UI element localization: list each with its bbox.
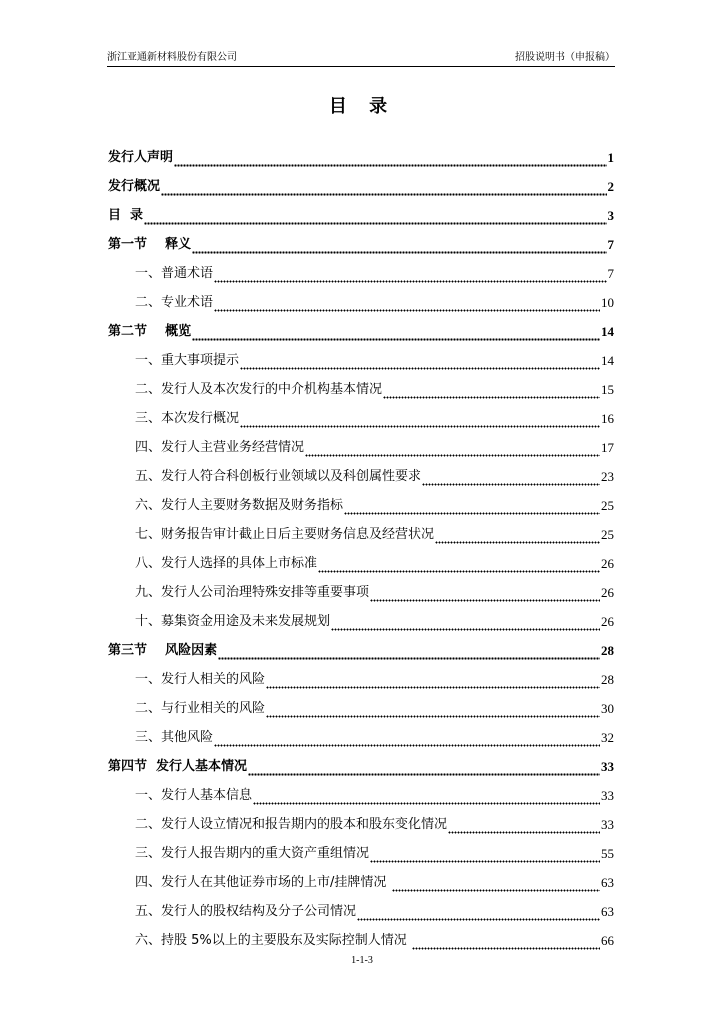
toc-subsection-entry[interactable] bbox=[108, 662, 614, 691]
toc-dot-leader bbox=[435, 526, 600, 544]
toc-subsection-entry[interactable] bbox=[108, 923, 614, 952]
toc-subsection-entry[interactable] bbox=[108, 778, 614, 807]
toc-dot-leader bbox=[305, 439, 600, 457]
toc-subsection-entry[interactable] bbox=[108, 546, 614, 575]
toc-entry-label: 三、本次发行概况 bbox=[135, 411, 240, 426]
toc-subsection-entry[interactable] bbox=[108, 256, 614, 285]
toc-dot-leader bbox=[383, 381, 600, 399]
toc-dot-leader bbox=[161, 178, 606, 196]
toc-subsection-entry[interactable] bbox=[108, 285, 614, 314]
toc-entry-page-number: 23 bbox=[601, 469, 614, 484]
toc-entry-label: 十、募集资金用途及未来发展规划 bbox=[135, 614, 331, 629]
toc-entry-page-number: 14 bbox=[601, 353, 614, 368]
toc-entry-label: 一、发行人相关的风险 bbox=[135, 672, 266, 687]
toc-entry-label: 三、发行人报告期内的重大资产重组情况 bbox=[135, 846, 370, 861]
page-title: 目 录 bbox=[328, 96, 396, 117]
toc-subsection-entry[interactable] bbox=[108, 865, 614, 894]
toc-section-entry[interactable] bbox=[108, 314, 614, 343]
toc-dot-leader bbox=[192, 323, 600, 341]
toc-section-entry[interactable] bbox=[108, 140, 614, 169]
toc-dot-leader bbox=[248, 758, 600, 776]
toc-subsection-entry[interactable] bbox=[108, 575, 614, 604]
toc-entry-page-number: 17 bbox=[601, 440, 614, 455]
toc-dot-leader bbox=[192, 236, 606, 254]
toc-subsection-entry[interactable] bbox=[108, 372, 614, 401]
toc-entry-page-number: 26 bbox=[601, 556, 614, 571]
toc-subsection-entry[interactable] bbox=[108, 691, 614, 720]
toc-dot-leader bbox=[214, 729, 600, 747]
toc-entry-page-number: 1 bbox=[607, 150, 614, 165]
toc-entry-page-number: 10 bbox=[601, 295, 614, 310]
toc-section-entry[interactable] bbox=[108, 169, 614, 198]
toc-entry-page-number: 26 bbox=[601, 585, 614, 600]
toc-entry-page-number: 25 bbox=[601, 527, 614, 542]
toc-subsection-entry[interactable] bbox=[108, 807, 614, 836]
toc-dot-leader bbox=[266, 671, 600, 689]
toc-subsection-entry[interactable] bbox=[108, 401, 614, 430]
toc-entry-page-number: 63 bbox=[601, 875, 614, 890]
toc-entry-page-number: 2 bbox=[607, 179, 614, 194]
header-divider bbox=[107, 66, 615, 67]
toc-subsection-entry[interactable] bbox=[108, 343, 614, 372]
toc-entry-page-number: 28 bbox=[601, 672, 614, 687]
toc-dot-leader bbox=[422, 468, 600, 486]
toc-entry-page-number: 28 bbox=[601, 643, 614, 658]
toc-dot-leader bbox=[214, 265, 606, 283]
toc-dot-leader bbox=[370, 845, 600, 863]
toc-dot-leader bbox=[412, 932, 600, 950]
toc-subsection-entry[interactable] bbox=[108, 430, 614, 459]
toc-entry-page-number: 32 bbox=[601, 730, 614, 745]
toc-entry-label: 二、与行业相关的风险 bbox=[135, 701, 266, 716]
toc-entry-page-number: 25 bbox=[601, 498, 614, 513]
toc-entry-label: 九、发行人公司治理特殊安排等重要事项 bbox=[135, 585, 370, 600]
toc-entry-page-number: 3 bbox=[607, 208, 614, 223]
toc-entry-label: 发行人声明 bbox=[108, 150, 174, 165]
toc-entry-label: 第二节 概览 bbox=[108, 324, 192, 339]
toc-dot-leader bbox=[266, 700, 600, 718]
toc-section-entry[interactable] bbox=[108, 227, 614, 256]
page-header bbox=[107, 50, 615, 66]
toc-subsection-entry[interactable] bbox=[108, 517, 614, 546]
toc-entry-page-number: 16 bbox=[601, 411, 614, 426]
toc-entry-page-number: 15 bbox=[601, 382, 614, 397]
toc-entry-page-number: 33 bbox=[601, 759, 614, 774]
toc-entry-label: 四、发行人主营业务经营情况 bbox=[135, 440, 305, 455]
toc-entry-page-number: 66 bbox=[601, 933, 614, 948]
toc-dot-leader bbox=[240, 410, 600, 428]
toc-entry-label: 一、发行人基本信息 bbox=[135, 788, 253, 803]
table-of-contents bbox=[108, 140, 614, 952]
toc-dot-leader bbox=[218, 642, 600, 660]
header-document-type: 招股说明书（申报稿） bbox=[515, 52, 615, 63]
toc-dot-leader bbox=[370, 584, 600, 602]
toc-entry-page-number: 14 bbox=[601, 324, 614, 339]
toc-dot-leader bbox=[331, 613, 600, 631]
toc-entry-page-number: 30 bbox=[601, 701, 614, 716]
toc-section-entry[interactable] bbox=[108, 198, 614, 227]
toc-entry-label: 五、发行人的股权结构及分子公司情况 bbox=[135, 904, 357, 919]
toc-entry-page-number: 7 bbox=[607, 237, 614, 252]
toc-dot-leader bbox=[253, 787, 600, 805]
toc-entry-label: 目 录 bbox=[108, 208, 144, 223]
toc-entry-page-number: 33 bbox=[601, 817, 614, 832]
toc-subsection-entry[interactable] bbox=[108, 894, 614, 923]
toc-entry-label: 二、发行人设立情况和报告期内的股本和股东变化情况 bbox=[135, 817, 448, 832]
toc-subsection-entry[interactable] bbox=[108, 720, 614, 749]
toc-entry-label: 一、重大事项提示 bbox=[135, 353, 240, 368]
toc-dot-leader bbox=[144, 207, 606, 225]
toc-entry-label: 发行概况 bbox=[108, 179, 161, 194]
toc-entry-page-number: 26 bbox=[601, 614, 614, 629]
toc-entry-label: 二、专业术语 bbox=[135, 295, 214, 310]
toc-dot-leader bbox=[448, 816, 600, 834]
toc-entry-label: 六、持股 5%以上的主要股东及实际控制人情况 bbox=[135, 933, 411, 948]
toc-entry-label: 第四节 发行人基本情况 bbox=[108, 759, 248, 774]
toc-dot-leader bbox=[214, 294, 600, 312]
toc-entry-label: 五、发行人符合科创板行业领域以及科创属性要求 bbox=[135, 469, 422, 484]
page-number: 1-1-3 bbox=[351, 955, 373, 966]
toc-entry-page-number: 7 bbox=[607, 266, 614, 281]
toc-entry-label: 七、财务报告审计截止日后主要财务信息及经营状况 bbox=[135, 527, 435, 542]
toc-entry-label: 二、发行人及本次发行的中介机构基本情况 bbox=[135, 382, 383, 397]
toc-subsection-entry[interactable] bbox=[108, 459, 614, 488]
toc-subsection-entry[interactable] bbox=[108, 604, 614, 633]
toc-section-entry[interactable] bbox=[108, 633, 614, 662]
toc-subsection-entry[interactable] bbox=[108, 836, 614, 865]
toc-entry-page-number: 63 bbox=[601, 904, 614, 919]
toc-entry-label: 第一节 释义 bbox=[108, 237, 192, 252]
toc-entry-label: 八、发行人选择的具体上市标准 bbox=[135, 556, 318, 571]
toc-entry-label: 第三节 风险因素 bbox=[108, 643, 218, 658]
toc-entry-page-number: 55 bbox=[601, 846, 614, 861]
toc-dot-leader bbox=[318, 555, 600, 573]
toc-entry-label: 四、发行人在其他证券市场的上市/挂牌情况 bbox=[135, 875, 391, 890]
toc-entry-label: 三、其他风险 bbox=[135, 730, 214, 745]
toc-entry-label: 六、发行人主要财务数据及财务指标 bbox=[135, 498, 344, 513]
toc-dot-leader bbox=[240, 352, 600, 370]
toc-dot-leader bbox=[344, 497, 600, 515]
toc-dot-leader bbox=[392, 874, 600, 892]
toc-subsection-entry[interactable] bbox=[108, 488, 614, 517]
toc-entry-page-number: 33 bbox=[601, 788, 614, 803]
toc-entry-label: 一、普通术语 bbox=[135, 266, 214, 281]
toc-dot-leader bbox=[357, 903, 600, 921]
header-company-name: 浙江亚通新材料股份有限公司 bbox=[107, 52, 237, 63]
toc-section-entry[interactable] bbox=[108, 749, 614, 778]
toc-dot-leader bbox=[174, 149, 606, 167]
